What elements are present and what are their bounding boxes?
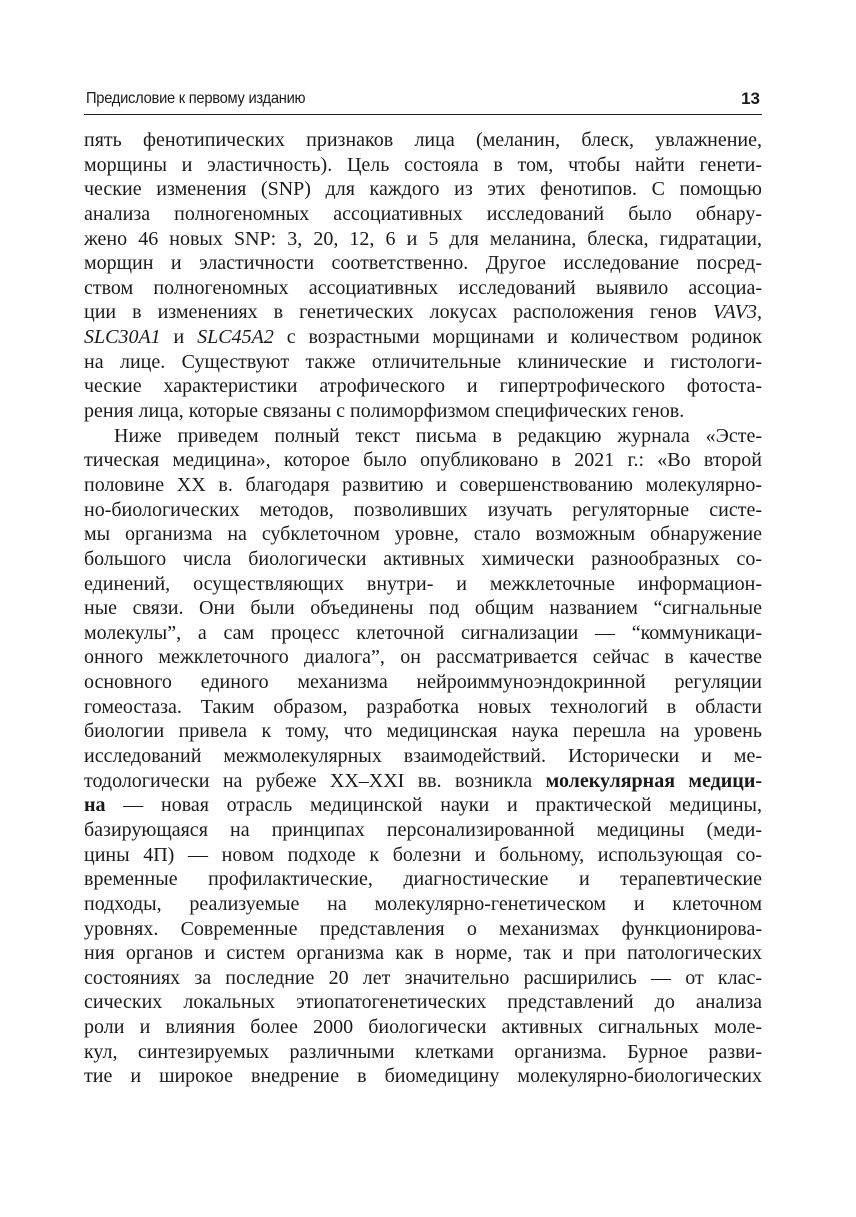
text-line: [84, 769, 762, 794]
text-run: цины 4П) — новом подходе к болезни и больному, использующая со-: [84, 843, 762, 866]
text-line: [84, 128, 762, 153]
text-line: [84, 227, 762, 252]
text-run: пять фенотипических признаков лица (меланин, блеск, увлажнение,: [84, 129, 762, 151]
text-line: [84, 300, 762, 325]
text-line: [84, 153, 762, 178]
text-line: [84, 645, 762, 670]
text-line: [84, 818, 762, 843]
text-line: [84, 251, 762, 276]
text-line: [84, 177, 762, 202]
text-run: тическая медицина», которое было опубликовано в 2021 г.: «Во второй: [84, 449, 762, 472]
body-text: [84, 128, 762, 1089]
text-line: [84, 399, 762, 424]
text-line: [84, 547, 762, 572]
text-run: онного межклеточного диалога”, он рассматривается сейчас в качестве: [84, 646, 762, 669]
text-run: ные связи. Они были объединены под общим названием “сигнальные: [84, 597, 762, 620]
text-run: тодологически на рубеже XX–XXI вв. возникла: [84, 769, 546, 792]
text-run: ческие характеристики атрофического и гипертрофического фотоста-: [84, 375, 762, 398]
text-run: временные профилактические, диагностические и терапевтические: [84, 868, 762, 891]
text-run: мы организма на субклеточном уровне, стало возможным обнаружение: [84, 523, 762, 546]
text-line: [84, 350, 762, 375]
text-run: морщин и эластичности соответственно. Другое исследование посред-: [84, 252, 762, 275]
text-line: [84, 867, 762, 892]
text-line: [84, 325, 762, 350]
text-run: биологии привела к тому, что медицинская наука перешла на уровень: [84, 720, 762, 743]
text-line: [84, 1064, 762, 1089]
gene-name: VAV3,: [712, 301, 762, 324]
text-line: [84, 374, 762, 399]
text-run: большого числа биологически активных химически разнообразных со-: [84, 547, 762, 570]
bold-term: молекулярная медици-: [545, 769, 762, 792]
text-run: тие и широкое внедрение в биомедицину молекулярно-биологических: [84, 1065, 762, 1088]
text-run: роли и влияния более 2000 биологически активных сигнальных моле-: [84, 1016, 762, 1039]
text-line: [84, 448, 762, 473]
paragraph: [84, 424, 762, 1089]
text-line: [84, 1015, 762, 1040]
text-run: морщины и эластичность). Цель состояла в том, чтобы найти генети-: [84, 153, 762, 176]
text-run: основного единого механизма нейроиммуноэндокринной регуляции: [84, 671, 762, 694]
text-line: [84, 695, 762, 720]
text-line: [84, 744, 762, 769]
text-run: анализа полногеномных ассоциативных исследований было обнару-: [84, 202, 762, 225]
text-line: [84, 202, 762, 227]
text-run: кул, синтезируемых различными клетками организма. Бурное разви-: [84, 1040, 762, 1063]
text-line: [84, 424, 762, 449]
text-line: [84, 1040, 762, 1065]
text-run: подходы, реализуемые на молекулярно-генетическом и клеточном: [84, 892, 762, 915]
text-line: [84, 670, 762, 695]
running-head: [84, 88, 762, 115]
text-run: — новая отрасль медицинской науки и практической медицины,: [105, 794, 762, 817]
text-run: ством полногеномных ассоциативных исследований выявило ассоциа-: [84, 276, 762, 299]
page-number: 13: [741, 89, 760, 108]
text-line: [84, 843, 762, 868]
text-line: [84, 719, 762, 744]
text-line: [84, 498, 762, 523]
text-run: рения лица, которые связаны с полиморфизмом специфических генов.: [84, 400, 685, 423]
text-run: сических локальных этиопатогенетических представлений до анализа: [84, 991, 762, 1014]
text-run: жено 46 новых SNP: 3, 20, 12, 6 и 5 для меланина, блеска, гидратации,: [84, 227, 762, 250]
text-line: [84, 917, 762, 942]
text-run: Ниже приведем полный текст письма в редакцию журнала «Эсте-: [114, 424, 762, 447]
text-line: [84, 966, 762, 991]
bold-term: на: [84, 794, 106, 817]
text-line: [84, 941, 762, 966]
text-run: половине XX в. благодаря развитию и совершенствованию молекулярно-: [84, 473, 762, 496]
text-line: [84, 621, 762, 646]
text-line: [84, 522, 762, 547]
running-head-title: Предисловие к первому изданию: [86, 90, 306, 107]
text-run: на лице. Существуют также отличительные клинические и гистологи-: [84, 350, 762, 373]
text-line: [84, 596, 762, 621]
text-run: состояниях за последние 20 лет значительно расширились — от клас-: [84, 966, 762, 989]
text-run: исследований межмолекулярных взаимодействий. Исторически и ме-: [84, 745, 762, 768]
gene-name: SLC45A2: [197, 326, 274, 349]
text-line: [84, 990, 762, 1015]
text-run: но-биологических методов, позволивших изучать регуляторные систе-: [84, 498, 762, 521]
gene-name: SLC30A1: [84, 326, 161, 349]
text-run: и: [160, 326, 198, 349]
text-line: [84, 892, 762, 917]
text-line: [84, 473, 762, 498]
text-line: [84, 793, 762, 818]
text-run: уровнях. Современные представления о механизмах функционирова-: [84, 917, 762, 940]
text-run: ния органов и систем организма как в норме, так и при патологических: [84, 942, 762, 965]
text-run: с возрастными морщинами и количеством родинок: [273, 326, 762, 349]
text-line: [84, 572, 762, 597]
text-run: единений, осуществляющих внутри- и межклеточные информацион-: [84, 572, 762, 595]
paragraph: [84, 128, 762, 424]
text-run: гомеостаза. Таким образом, разработка новых технологий в области: [84, 695, 762, 718]
text-run: молекулы”, а сам процесс клеточной сигнализации — “коммуникаци-: [84, 621, 762, 644]
text-run: ции в изменениях в генетических локусах расположения генов: [84, 301, 713, 324]
text-run: ческие изменения (SNP) для каждого из этих фенотипов. С помощью: [84, 178, 762, 201]
text-line: [84, 276, 762, 301]
text-run: базирующаяся на принципах персонализированной медицины (меди-: [84, 818, 762, 841]
